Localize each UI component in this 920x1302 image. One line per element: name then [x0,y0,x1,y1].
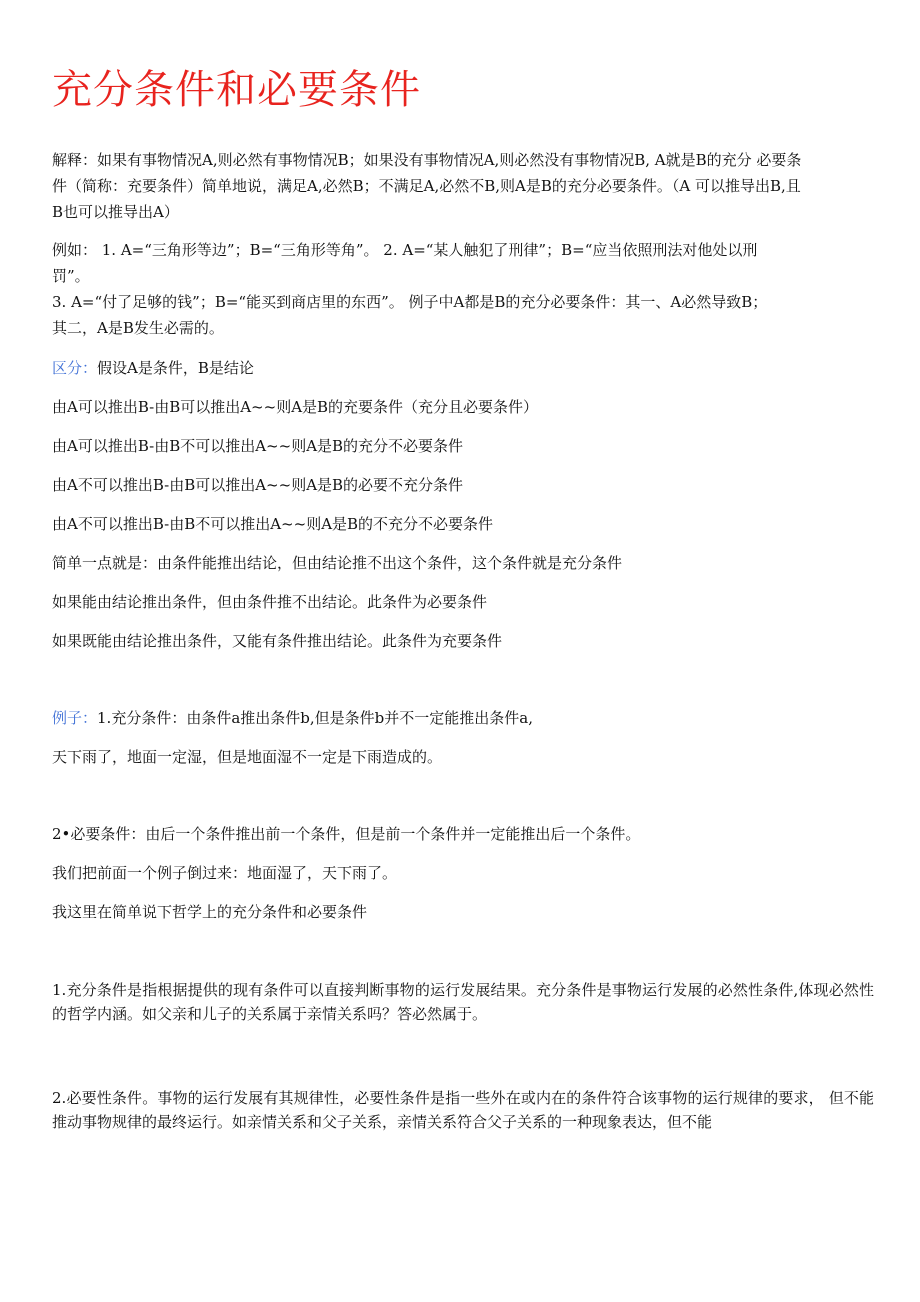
example-line: 罚”。 [52,267,90,285]
example-item2-detail: 我们把前面一个例子倒过来：地面湿了，天下雨了。 [52,864,398,882]
example-line: 例如： 1. A=“三角形等边”；B=“三角形等角”。 2. A=“某人触犯了刑律”；B=“应当依照刑法对他处以刑 [52,241,758,259]
rule-line: 由A可以推出B-由B可以推出A~~则A是B的充要条件（充分且必要条件） [52,398,539,416]
example-heading [52,706,874,730]
distinction-text: 假设A是条件，B是结论 [97,359,254,377]
distinction-heading [52,356,874,380]
rule-line: 由A可以推出B-由B不可以推出A~~则A是B的充分不必要条件 [52,437,464,455]
page-title: 充分条件和必要条件 [52,67,421,113]
example-item1-detail: 天下雨了，地面一定湿，但是地面湿不一定是下雨造成的。 [52,748,443,766]
philosophy-paragraph-2: 2.必要性条件。事物的运行发展有其规律性，必要性条件是指一些外在或内在的条件符合该事物的运行规律的要求， 但不能推动事物规律的最终运行。如亲情关系和父子关系，亲情关系符合父子关系的一种现象表达，但不能 [52,1089,874,1131]
distinction-label: 区分： [52,359,98,377]
example-item2: 2•必要条件：由后一个条件推出前一个条件，但是前一个条件并一定能推出后一个条件。 [52,825,641,843]
summary-line: 简单一点就是：由条件能推出结论，但由结论推不出这个条件，这个条件就是充分条件 [52,554,623,572]
explanation-line: 件（简称：充要条件）简单地说，满足A,必然B；不满足A,必然不B,则A是B的充分必要条件。（A 可以推导出B,且 [52,177,801,195]
explanation-line: 解释：如果有事物情况A,则必然有事物情况B；如果没有事物情况A,则必然没有事物情况B, A就是B的充分 必要条 [52,151,802,169]
example-item1: 1.充分条件：由条件a推出条件b,但是条件b并不一定能推出条件a, [97,709,533,727]
summary-line: 如果既能由结论推出条件，又能有条件推出结论。此条件为充要条件 [52,632,503,650]
example-line: 3. A=“付了足够的钱”；B=“能买到商店里的东西”。 例子中A都是B的充分必要条件：其一、A必然导致B； [52,293,768,311]
summary-line: 如果能由结论推出条件，但由条件推不出结论。此条件为必要条件 [52,593,488,611]
example-label: 例子： [52,709,98,727]
rule-line: 由A不可以推出B-由B不可以推出A~~则A是B的不充分不必要条件 [52,515,494,533]
rule-line: 由A不可以推出B-由B可以推出A~~则A是B的必要不充分条件 [52,476,464,494]
example-line: 其二，A是B发生必需的。 [52,319,224,337]
philosophy-paragraph-1: 1.充分条件是指根据提供的现有条件可以直接判断事物的运行发展结果。充分条件是事物运行发展的必然性条件,体现必然性的哲学内涵。如父亲和儿子的关系属于亲情关系吗？答必然属于。 [52,981,874,1023]
explanation-line: B也可以推导出A） [52,203,179,221]
philosophy-intro: 我这里在简单说下哲学上的充分条件和必要条件 [52,903,368,921]
